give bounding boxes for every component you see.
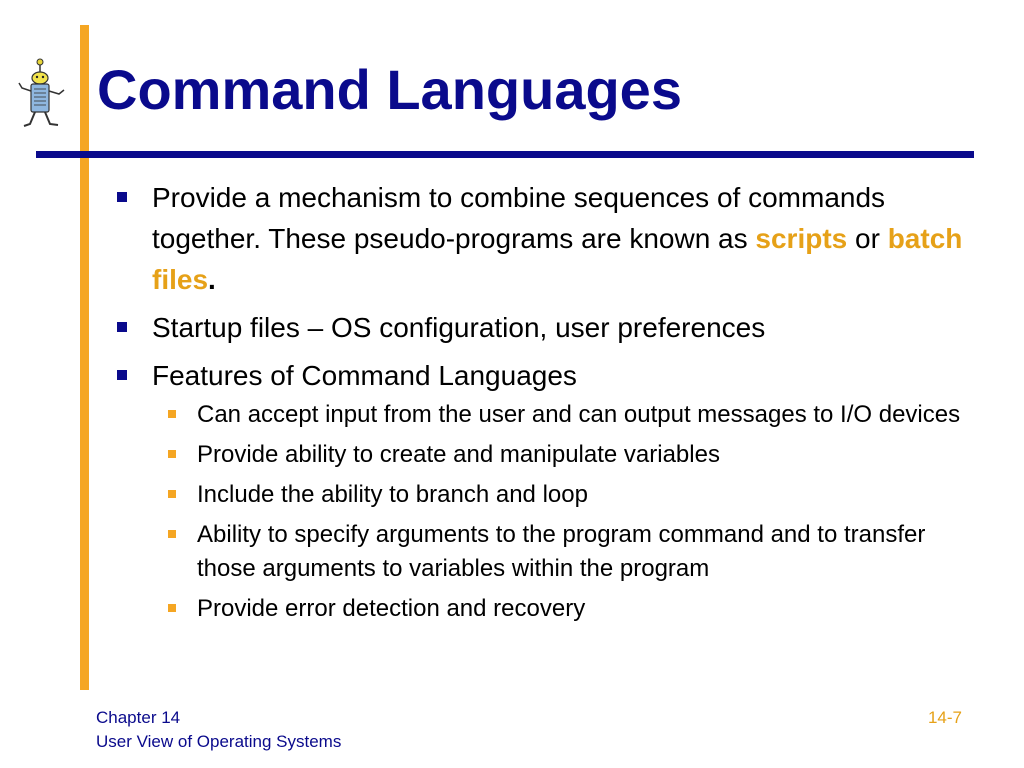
footer-chapter: [96, 706, 341, 754]
slide-title: Command Languages: [97, 58, 682, 121]
orange-square-bullet-icon: [168, 450, 176, 458]
bullet-item: [110, 307, 980, 348]
bullet-text: Features of Command Languages: [152, 360, 577, 391]
title-underline: [36, 151, 974, 158]
orange-square-bullet-icon: [168, 604, 176, 612]
slide-body: [110, 177, 980, 632]
page-number: 14-7: [927, 708, 962, 727]
square-bullet-icon: [117, 192, 127, 202]
sub-bullet-text: Can accept input from the user and can output messages to I/O devices: [197, 401, 961, 428]
bullet-text: Startup files – OS configuration, user preferences: [152, 312, 766, 343]
sub-bullet-item: [152, 478, 980, 512]
sub-bullet-text: Ability to specify arguments to the program command and to transfer those arguments to variables within the program: [197, 521, 926, 582]
bullet-item: [110, 177, 980, 300]
orange-square-bullet-icon: [168, 490, 176, 498]
robot-mascot-icon: [14, 58, 70, 138]
highlight-scripts: scripts: [755, 223, 848, 254]
orange-square-bullet-icon: [168, 530, 176, 538]
sub-bullet-item: [152, 398, 980, 432]
orange-square-bullet-icon: [168, 410, 176, 418]
accent-bar: [80, 25, 89, 690]
bullet-text: Provide a mechanism to combine sequences of commands together. These pseudo-programs are known as scripts or batch files.: [152, 182, 963, 295]
sub-bullet-text: Provide error detection and recovery: [197, 595, 586, 622]
sub-bullet-text: Include the ability to branch and loop: [197, 481, 588, 508]
sub-bullet-item: [152, 438, 980, 472]
sub-bullet-item: [152, 518, 980, 586]
sub-bullet-text: Provide ability to create and manipulate variables: [197, 441, 720, 468]
sub-bullet-item: [152, 592, 980, 626]
bullet-item: [110, 355, 980, 396]
footer-chapter-number: Chapter 14: [96, 708, 181, 727]
square-bullet-icon: [117, 322, 127, 332]
highlight-batch-files: batch files: [152, 223, 963, 295]
footer-chapter-title: User View of Operating Systems: [96, 732, 342, 751]
square-bullet-icon: [117, 370, 127, 380]
